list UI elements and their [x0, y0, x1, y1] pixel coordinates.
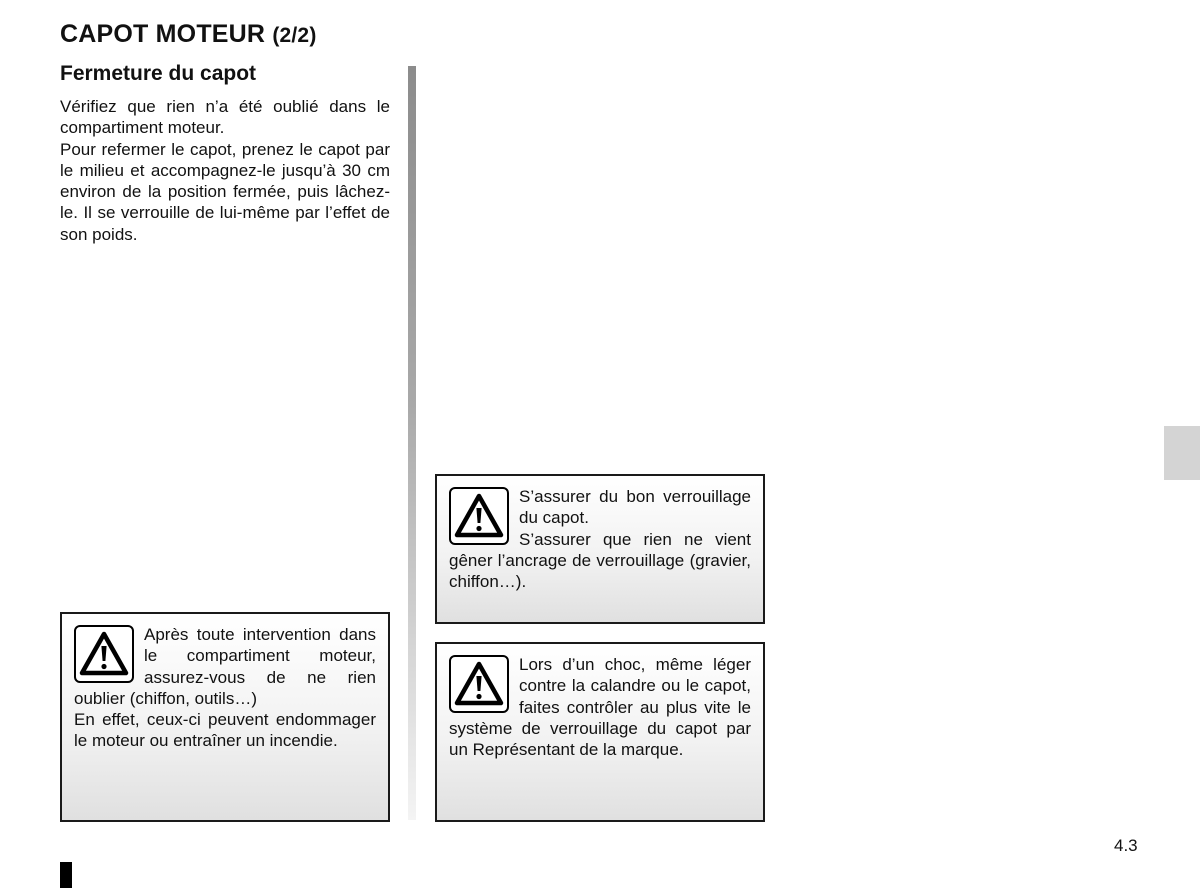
- warning-text: Après toute intervention dans le compartiment moteur, assurez-vous de ne rien oublier (chiffon, outils…): [74, 625, 376, 708]
- section-body: [60, 96, 390, 245]
- warning-text: S’assurer que rien ne vient gêner l’ancrage de verrouillage (gravier, chiffon…).: [449, 529, 751, 592]
- column-divider: [408, 66, 416, 820]
- warning-text: En effet, ceux-ci peuvent endommager le moteur ou entraîner un incendie.: [74, 710, 376, 751]
- page-title: [60, 20, 317, 49]
- section-heading: Fermeture du capot: [60, 62, 257, 85]
- corner-mark: [60, 862, 72, 888]
- warning-box-impact: [435, 642, 765, 822]
- warning-triangle-icon: [449, 487, 509, 545]
- warning-triangle-icon: [74, 625, 134, 683]
- page-number: 4.3: [1114, 836, 1138, 855]
- page-title-main: CAPOT MOTEUR: [60, 20, 266, 48]
- warning-triangle-icon: [449, 655, 509, 713]
- warning-text: Lors d’un choc, même léger contre la calandre ou le capot, faites contrôler au plus vite le système de verrouillage du capot par un Représentant de la marque.: [449, 655, 751, 760]
- chapter-tab: [1164, 426, 1200, 480]
- section-paragraph: Vérifiez que rien n’a été oublié dans le compartiment moteur.: [60, 97, 390, 138]
- warning-text: S’assurer du bon verrouillage du capot.: [519, 487, 751, 528]
- warning-box-hood-locking: [435, 474, 765, 624]
- page-title-suffix: (2/2): [272, 24, 317, 47]
- warning-box-engine-compartment: [60, 612, 390, 822]
- section-paragraph: Pour refermer le capot, prenez le capot par le milieu et accompagnez-le jusqu’à 30 cm environ de la position fermée, puis lâchez-le. Il se verrouille de lui-même par l’effet de son poids.: [60, 139, 390, 244]
